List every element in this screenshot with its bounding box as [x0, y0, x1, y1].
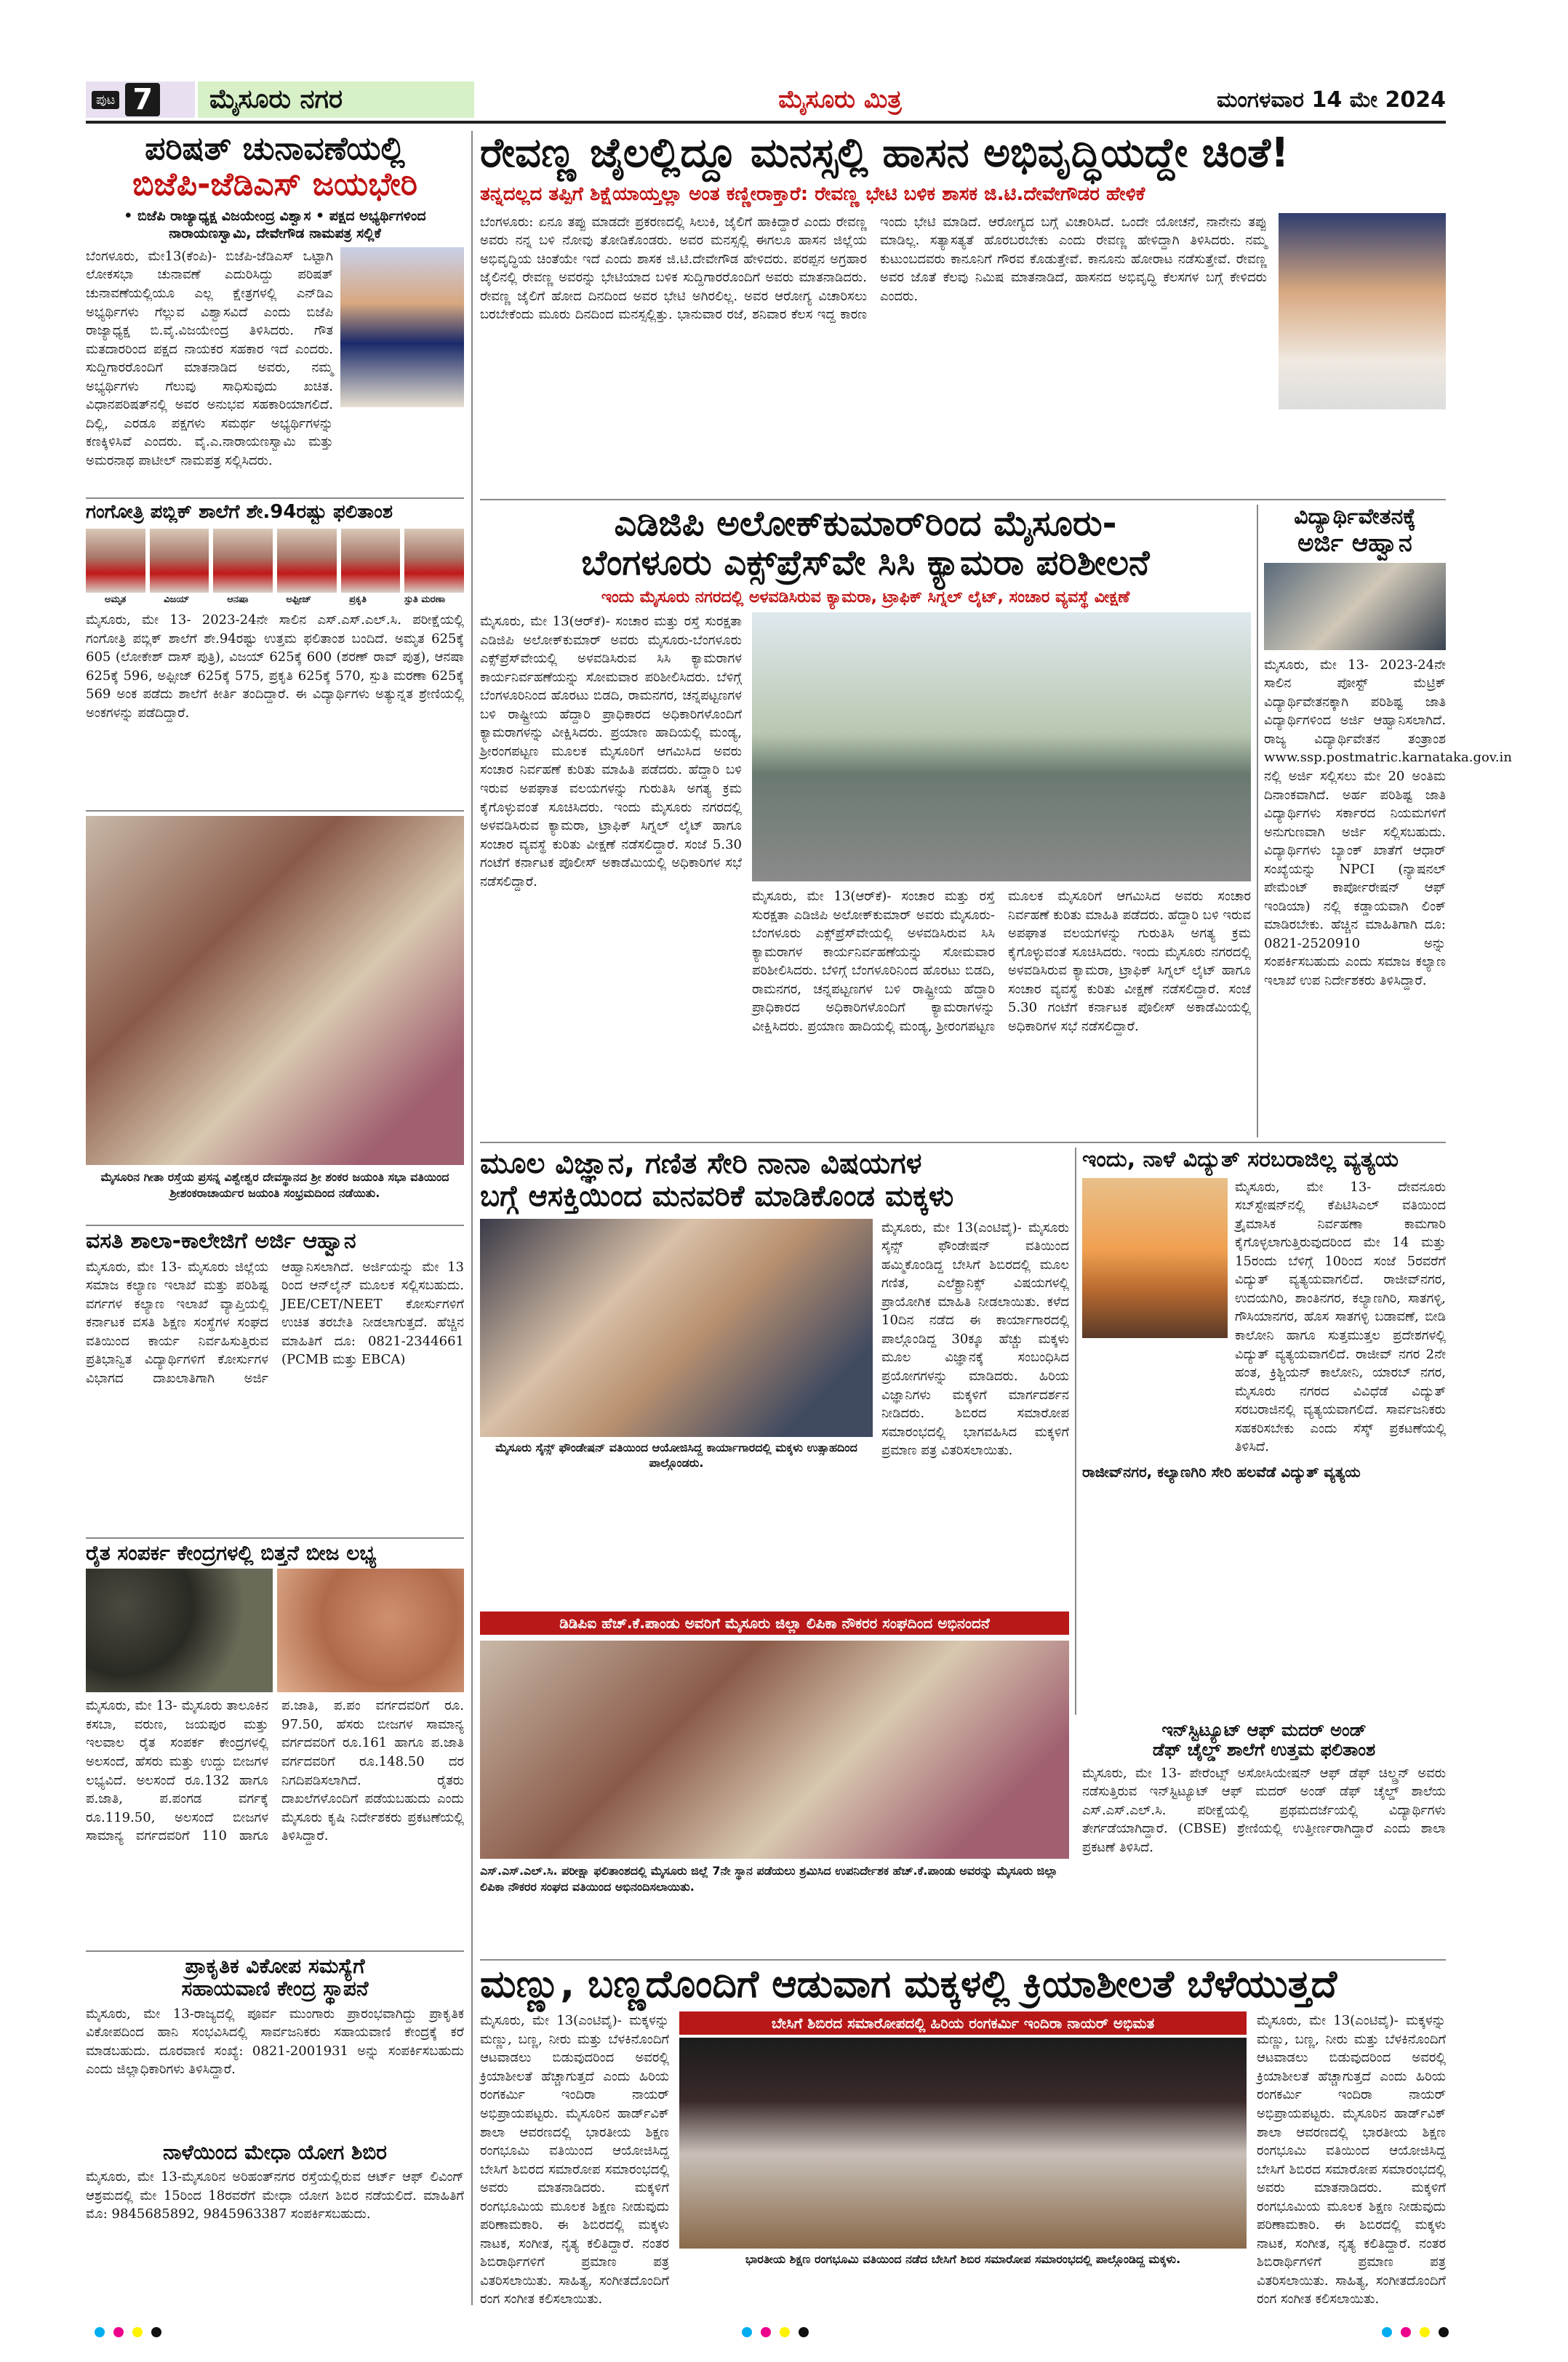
school-result-story [86, 502, 464, 807]
divider [86, 1950, 464, 1952]
science-workshop-photo [480, 1219, 873, 1437]
hostel-body: ಮೈಸೂರು, ಮೇ 13- ಮೈಸೂರು ಜಿಲ್ಲೆಯ ಸಮಾಜ ಕಲ್ಯಾಣ ಇಲಾಖೆ ಮತ್ತು ಪರಿಶಿಷ್ಟ ವರ್ಗಗಳ ಕಲ್ಯಾಣ ಇಲಾಖೆ ವ್ಯಾಪ್ತಿಯಲ್ಲಿ ಕರ್ನಾಟಕ ವಸತಿ ಶಿಕ್ಷಣ ಸಂಸ್ಥೆಗಳ ಸಂಘದ ವತಿಯಿಂದ ಕಾರ್ಯ ನಿರ್ವಹಿಸುತ್ತಿರುವ ಪ್ರತಿಭಾನ್ವಿತ ವಿದ್ಯಾರ್ಥಿಗಳಿಗೆ ಕೋರ್ಸುಗಳ ವಿಭಾಗದ ದಾಖಲಾತಿಗಾಗಿ ಅರ್ಜಿ ಆಹ್ವಾನಿಸಲಾಗಿದೆ. ಅರ್ಜಿಯನ್ನು ಮೇ 13 ರಿಂದ ಆನ್‌ಲೈನ್ ಮೂಲಕ ಸಲ್ಲಿಸಬಹುದು. JEE/CET/NEET ಕೋರ್ಸುಗಳಿಗೆ ಉಚಿತ ತರಬೇತಿ ನೀಡಲಾಗುತ್ತದೆ. ಹೆಚ್ಚಿನ ಮಾಹಿತಿಗೆ ದೂ: 0821-2344661 (PCMB ಮತ್ತು EBCA) [86, 1259, 464, 1386]
cctv-story [480, 505, 1251, 1137]
cctv-body: ಮೈಸೂರು, ಮೇ 13(ಆರ್‌ಕೆ)- ಸಂಚಾರ ಮತ್ತು ರಸ್ತೆ ಸುರಕ್ಷತಾ ಎಡಿಜಿಪಿ ಅಲೋಕ್‌ಕುಮಾರ್ ಅವರು ಮೈಸೂರು-ಬೆಂಗಳೂರು ಎಕ್ಸ್‌ಪ್ರೆಸ್‌ವೇಯಲ್ಲಿ ಅಳವಡಿಸಿರುವ ಸಿಸಿ ಕ್ಯಾಮರಾಗಳ ಕಾರ್ಯನಿರ್ವಹಣೆಯನ್ನು ಸೋಮವಾರ ಪರಿಶೀಲಿಸಿದರು. ಬೆಳಿಗ್ಗೆ ಬೆಂಗಳೂರಿನಿಂದ ಹೊರಟು ಬಿಡದಿ, ರಾಮನಗರ, ಚನ್ನಪಟ್ಟಣಗಳ ಬಳಿ ರಾಷ್ಟ್ರೀಯ ಹೆದ್ದಾರಿ ಪ್ರಾಧಿಕಾರದ ಅಧಿಕಾರಿಗಳೊಂದಿಗೆ ಕ್ಯಾಮರಾಗಳನ್ನು ವೀಕ್ಷಿಸಿದರು. ಪ್ರಯಾಣ ಹಾದಿಯಲ್ಲಿ ಮಂಡ್ಯ, ಶ್ರೀರಂಗಪಟ್ಟಣ ಮೂಲಕ ಮೈಸೂರಿಗೆ ಆಗಮಿಸಿದ ಅವರು ಸಂಚಾರ ನಿರ್ವಹಣೆ ಕುರಿತು ಮಾಹಿತಿ ಪಡೆದರು. ಹೆದ್ದಾರಿ ಬಳಿ ಇರುವ ಅಪಘಾತ ವಲಯಗಳನ್ನು ಗುರುತಿಸಿ ಅಗತ್ಯ ಕ್ರಮ ಕೈಗೊಳ್ಳುವಂತೆ ಸೂಚಿಸಿದರು. ಇಂದು ಮೈಸೂರು ನಗರದಲ್ಲಿ ಅಳವಡಿಸಿರುವ ಕ್ಯಾಮರಾ, ಟ್ರಾಫಿಕ್ ಸಿಗ್ನಲ್ ಲೈಟ್ ಹಾಗೂ ಸಂಚಾರ ವ್ಯವಸ್ಥೆ ಕುರಿತು ವೀಕ್ಷಣೆ ನಡೆಸಲಿದ್ದಾರೆ. ಸಂಜೆ 5.30 ಗಂಟೆಗೆ ಕರ್ನಾಟಕ ಪೊಲೀಸ್ ಅಕಾಡೆಮಿಯಲ್ಲಿ ಅಧಿಕಾರಿಗಳ ಸಭೆ ನಡೆಸಲಿದ್ದಾರೆ. [480, 614, 742, 889]
column-rule [471, 131, 473, 2305]
divider [480, 1959, 1446, 1961]
seed-photo [86, 1569, 273, 1692]
clay-tag: ಬೇಸಿಗೆ ಶಿಬಿರದ ಸಮಾರೋಪದಲ್ಲಿ ಹಿರಿಯ ರಂಗಕರ್ಮಿ ಇಂದಿರಾ ನಾಯರ್ ಅಭಿಮತ [679, 2011, 1247, 2035]
cyan-mark [95, 2327, 105, 2337]
black-mark [1439, 2327, 1449, 2337]
black-mark [151, 2327, 161, 2337]
power-subheading: ರಾಜೀವ್‌ನಗರ, ಕಲ್ಯಾಣಗಿರಿ ಸೇರಿ ಹಲವೆಡೆ ವಿದ್ಯುತ್ ವ್ಯತ್ಯಯ [1082, 1462, 1361, 1481]
politician-photo [340, 247, 464, 407]
yellow-mark [132, 2327, 143, 2337]
magenta-mark [761, 2327, 771, 2337]
student-photo [213, 529, 273, 593]
magenta-mark [113, 2327, 124, 2337]
laptop-photo [1264, 563, 1446, 650]
lead-body: ಬೆಂಗಳೂರು: ಏನೂ ತಪ್ಪು ಮಾಡದೇ ಪ್ರಕರಣದಲ್ಲಿ ಸಿಲುಕಿ, ಜೈಲಿಗೆ ಹಾಕಿದ್ದಾರೆ ಎಂದು ರೇವಣ್ಣ ಅವರು ನನ್ನ ಬಳಿ ನೋವು ತೋಡಿಕೊಂಡರು. ಅವರ ಮನಸ್ಸಲ್ಲಿ ಈಗಲೂ ಹಾಸನ ಜಿಲ್ಲೆಯ ಅಭಿವೃದ್ಧಿಯ ಚಿಂತೆಯೇ ಇದೆ ಎಂದು ಶಾಸಕ ಜಿ.ಟಿ.ದೇವೇಗೌಡ ಹೇಳಿದರು. ಪರಪ್ಪನ ಅಗ್ರಹಾರ ಜೈಲಿನಲ್ಲಿ ರೇವಣ್ಣ ಅವರನ್ನು ಭೇಟಿಯಾದ ಬಳಿಕ ಸುದ್ದಿಗಾರರೊಂದಿಗೆ ಅವರು ಮಾತನಾಡಿದರು. ರೇವಣ್ಣ ಜೈಲಿಗೆ ಹೋದ ದಿನದಿಂದ ಅವರ ಭೇಟಿ ಅಗಿರಲಿಲ್ಲ. ಅವರ ಆರೋಗ್ಯ ವಿಚಾರಿಸಲು ಬರಬೇಕೆಂದು ಮೂರು ದಿನದಿಂದ ಮನಸ್ಸಲ್ಲಿತ್ತು. ಭಾನುವಾರ ರಜೆ, ಶನಿವಾರ ಕೆಲಸ ಇದ್ದ ಕಾರಣ ಇಂದು ಭೇಟಿ ಮಾಡಿದೆ. ಆರೋಗ್ಯದ ಬಗ್ಗೆ ವಿಚಾರಿಸಿದೆ. ಒಂದೇ ಯೋಚನೆ, ನಾನೇನು ತಪ್ಪು ಮಾಡಿಲ್ಲ. ಸತ್ಯಾಸತ್ಯತೆ ಹೊರಬರಬೇಕು ಎಂದು ರೇವಣ್ಣ ಹೇಳಿದ್ದಾಗಿ ತಿಳಿಸಿದರು. ನಮ್ಮ ಕುಟುಂಬದವರು ಕಾನೂನಿಗೆ ಗೌರವ ಕೊಡುತ್ತೇವೆ. ಕಾನೂನು ಹೋರಾಟ ನಡೆಸುತ್ತೇವೆ. ರೇವಣ್ಣ ಅವರ ಜೊತೆ ಕೆಲವು ನಿಮಿಷ ಮಾತನಾಡಿದೆ, ಹಾಸನದ ಅಭಿವೃದ್ಧಿ ಕೆಲಸಗಳ ಬಗ್ಗೆ ಕೇಳಿದರು ಎಂದರು. [480, 214, 1267, 323]
temple-photo-block [86, 816, 464, 1223]
yellow-mark [780, 2327, 790, 2337]
power-tower-photo [1082, 1178, 1228, 1338]
student-name: ಅಫ್ಸೀಜ್ [286, 594, 312, 606]
parishat-body: ಬೆಂಗಳೂರು, ಮೇ13(ಕೆಂಪಿ)- ಬಿಜೆಪಿ-ಜೆಡಿಎಸ್ ಒಟ್ಟಾಗಿ ಲೋಕಸಭಾ ಚುನಾವಣೆ ಎದುರಿಸಿದ್ದು ಪರಿಷತ್ ಚುನಾವಣೆಯಲ್ಲಿಯೂ ಎಲ್ಲ ಕ್ಷೇತ್ರಗಳಲ್ಲಿ ಎನ್‌ಡಿಎ ಅಭ್ಯರ್ಥಿಗಳು ಗೆಲ್ಲುವ ವಿಶ್ವಾಸವಿದೆ ಎಂದು ಬಿಜೆಪಿ ರಾಜ್ಯಾಧ್ಯಕ್ಷ ಬಿ.ವೈ.ವಿಜಯೇಂದ್ರ ತಿಳಿಸಿದರು. ಗೌತ ಮತದಾರರಿಂದ ಪಕ್ಷದ ನಾಯಕರ ಸಹಕಾರ ಇದೆ ಎಂದರು. ಸುದ್ದಿಗಾರರೊಂದಿಗೆ ಮಾತನಾಡಿದ ಅವರು, ನಮ್ಮ ಅಭ್ಯರ್ಥಿಗಳು ಗೆಲುವು ಸಾಧಿಸುವುದು ಖಚಿತ. ವಿಧಾನಪರಿಷತ್‌ನಲ್ಲಿ ಅವರ ಅನುಭವ ಸಹಕಾರಿಯಾಗಲಿದೆ. ದಿಲ್ಲಿ, ಎರಡೂ ಪಕ್ಷಗಳು ಸಮರ್ಥ ಅಭ್ಯರ್ಥಿಗಳನ್ನು ಕಣಕ್ಕಿಳಿಸಿವೆ ಎಂದರು. ವೈ.ಎ.ನಾರಾಯಣಸ್ವಾಮಿ ಮತ್ತು ಅಮರನಾಥ ಪಾಟೀಲ್ ನಾಮಪತ್ರ ಸಲ್ಲಿಸಿದರು. [86, 248, 333, 468]
felicitation-story [480, 1612, 1069, 1953]
print-color-marks [742, 2327, 844, 2342]
school-headline: ಗಂಗೋತ್ರಿ ಪಬ್ಲಿಕ್ ಶಾಲೆಗೆ ಶೇ.94ರಷ್ಟು ಫಲಿತಾಂಶ [86, 501, 393, 523]
scholarship-story [1264, 504, 1512, 1137]
school-body: ಮೈಸೂರು, ಮೇ 13- 2023-24ನೇ ಸಾಲಿನ ಎಸ್.ಎಸ್.ಎಲ್.ಸಿ. ಪರೀಕ್ಷೆಯಲ್ಲಿ ಗಂಗೋತ್ರಿ ಪಬ್ಲಿಕ್ ಶಾಲೆಗೆ ಶೇ.94ರಷ್ಟು ಉತ್ತಮ ಫಲಿತಾಂಶ ಬಂದಿದೆ. ಅಮೃತ 625ಕ್ಕೆ 605 (ಲೋಕೇಶ್ ದಾಸ್ ಪುತ್ರಿ), ವಿಜಯ್ 625ಕ್ಕೆ 600 (ಶರಣ್ ರಾವ್ ಪುತ್ರ), ಆನಷಾ 625ಕ್ಕೆ 596, ಅಫ್ಸೀಜ್ 625ಕ್ಕೆ 575, ಪ್ರಕೃತಿ 625ಕ್ಕೆ 570, ಸ್ಪುತಿ ಮರಣಾ 625ಕ್ಕೆ 569 ಅಂಕ ಪಡೆದು ಶಾಲೆಗೆ ಕೀರ್ತಿ ತಂದಿದ್ದಾರೆ. ಈ ವಿದ್ಯಾರ್ಥಿಗಳು ಅತ್ಯುನ್ನತ ಶ್ರೇಣಿಯಲ್ಲಿ ಅಂಕಗಳನ್ನು ಪಡೆದಿದ್ದಾರೆ. [86, 612, 464, 721]
student-photo [341, 529, 401, 593]
temple-caption: ಮೈಸೂರಿನ ಗೀತಾ ರಸ್ತೆಯ ಪ್ರಸನ್ನ ವಿಶ್ವೇಶ್ವರ ದೇವಸ್ಥಾನದ ಶ್ರೀ ಶಂಕರ ಜಯಂತಿ ಸಭಾ ವತಿಯಿಂದ ಶ್ರೀಶಂಕರಾಚಾರ್ಯರ ಜಯಂತಿ ಸಂಭ್ರಮದಿಂದ ನಡೆಯಿತು. [100, 1170, 449, 1200]
seed-headline: ರೈತ ಸಂಪರ್ಕ ಕೇಂದ್ರಗಳಲ್ಲಿ ಬಿತ್ತನೆ ಬೀಜ ಲಭ್ಯ [86, 1541, 377, 1565]
student-names [86, 594, 464, 605]
revanna-photo [1279, 213, 1446, 409]
clay-body: ಮೈಸೂರು, ಮೇ 13(ಎಂಟಿವೈ)- ಮಕ್ಕಳನ್ನು ಮಣ್ಣು, ಬಣ್ಣ, ನೀರು ಮತ್ತು ಬೆಳಕಿನೊಂದಿಗೆ ಆಟವಾಡಲು ಬಿಡುವುದರಿಂದ ಅವರಲ್ಲಿ ಕ್ರಿಯಾಶೀಲತೆ ಹೆಚ್ಚಾಗುತ್ತದೆ ಎಂದು ಹಿರಿಯ ರಂಗಕರ್ಮಿ ಇಂದಿರಾ ನಾಯರ್ ಅಭಿಪ್ರಾಯಪಟ್ಟರು. ಮೈಸೂರಿನ ಹಾರ್ಡ್‌ವಿಕ್ ಶಾಲಾ ಆವರಣದಲ್ಲಿ ಭಾರತೀಯ ಶಿಕ್ಷಣ ರಂಗಭೂಮಿ ವತಿಯಿಂದ ಆಯೋಜಿಸಿದ್ದ ಬೇಸಿಗೆ ಶಿಬಿರದ ಸಮಾರೋಪ ಸಮಾರಂಭದಲ್ಲಿ ಅವರು ಮಾತನಾಡಿದರು. ಮಕ್ಕಳಿಗೆ ರಂಗಭೂಮಿಯ ಮೂಲಕ ಶಿಕ್ಷಣ ನೀಡುವುದು ಪರಿಣಾಮಕಾರಿ. ಈ ಶಿಬಿರದಲ್ಲಿ ಮಕ್ಕಳು ನಾಟಕ, ಸಂಗೀತ, ನೃತ್ಯ ಕಲಿತಿದ್ದಾರೆ. ನಂತರ ಶಿಬಿರಾರ್ಥಿಗಳಿಗೆ ಪ್ರಮಾಣ ಪತ್ರ ವಿತರಿಸಲಾಯಿತು. ಸಾಹಿತ್ಯ, ಸಂಗೀತದೊಂದಿಗೆ ರಂಗ ಸಂಗೀತ ಕಲಿಸಲಾಯಿತು. [480, 2013, 669, 2307]
power-headline: ಇಂದು, ನಾಳೆ ವಿದ್ಯುತ್ ಸರಬರಾಜಿಲ್ಲ ವ್ಯತ್ಯಯ [1082, 1147, 1399, 1172]
clay-body-continued: ಮೈಸೂರು, ಮೇ 13(ಎಂಟಿವೈ)- ಮಕ್ಕಳನ್ನು ಮಣ್ಣು, ಬಣ್ಣ, ನೀರು ಮತ್ತು ಬೆಳಕಿನೊಂದಿಗೆ ಆಟವಾಡಲು ಬಿಡುವುದರಿಂದ ಅವರಲ್ಲಿ ಕ್ರಿಯಾಶೀಲತೆ ಹೆಚ್ಚಾಗುತ್ತದೆ ಎಂದು ಹಿರಿಯ ರಂಗಕರ್ಮಿ ಇಂದಿರಾ ನಾಯರ್ ಅಭಿಪ್ರಾಯಪಟ್ಟರು. ಮೈಸೂರಿನ ಹಾರ್ಡ್‌ವಿಕ್ ಶಾಲಾ ಆವರಣದಲ್ಲಿ ಭಾರತೀಯ ಶಿಕ್ಷಣ ರಂಗಭೂಮಿ ವತಿಯಿಂದ ಆಯೋಜಿಸಿದ್ದ ಬೇಸಿಗೆ ಶಿಬಿರದ ಸಮಾರೋಪ ಸಮಾರಂಭದಲ್ಲಿ ಅವರು ಮಾತನಾಡಿದರು. ಮಕ್ಕಳಿಗೆ ರಂಗಭೂಮಿಯ ಮೂಲಕ ಶಿಕ್ಷಣ ನೀಡುವುದು ಪರಿಣಾಮಕಾರಿ. ಈ ಶಿಬಿರದಲ್ಲಿ ಮಕ್ಕಳು ನಾಟಕ, ಸಂಗೀತ, ನೃತ್ಯ ಕಲಿತಿದ್ದಾರೆ. ನಂತರ ಶಿಬಿರಾರ್ಥಿಗಳಿಗೆ ಪ್ರಮಾಣ ಪತ್ರ ವಿತರಿಸಲಾಯಿತು. ಸಾಹಿತ್ಯ, ಸಂಗೀತದೊಂದಿಗೆ ರಂಗ ಸಂಗೀತ ಕಲಿಸಲಾಯಿತು. [1257, 2013, 1446, 2307]
magenta-mark [1401, 2327, 1411, 2337]
page-label: ಪುಟ [92, 91, 119, 109]
column-rule [1257, 505, 1258, 1137]
hostel-story [86, 1229, 464, 1534]
student-photo [150, 529, 209, 593]
scholarship-headline-2: ಅರ್ಜಿ ಆಹ್ವಾನ [1297, 528, 1412, 558]
disaster-headline: ಪ್ರಾಕೃತಿಕ ವಿಕೋಪ ಸಮಸ್ಯೆಗೆ [185, 1954, 365, 1978]
scholarship-body: ಮೈಸೂರು, ಮೇ 13- 2023-24ನೇ ಸಾಲಿನ ಪೋಸ್ಟ್ ಮೆಟ್ರಿಕ್ ವಿದ್ಯಾರ್ಥಿವೇತನಕ್ಕಾಗಿ ಪರಿಶಿಷ್ಟ ಜಾತಿ ವಿದ್ಯಾರ್ಥಿಗಳಿಂದ ಅರ್ಜಿ ಆಹ್ವಾನಿಸಲಾಗಿದೆ. ರಾಜ್ಯ ವಿದ್ಯಾರ್ಥಿವೇತನ ತಂತ್ರಾಂಶ www.ssp.postmatric.karnataka.gov.in ನಲ್ಲಿ ಅರ್ಜಿ ಸಲ್ಲಿಸಲು ಮೇ 20 ಅಂತಿಮ ದಿನಾಂಕವಾಗಿದೆ. ಅರ್ಹ ಪರಿಶಿಷ್ಟ ಜಾತಿ ವಿದ್ಯಾರ್ಥಿಗಳು ಸರ್ಕಾರದ ನಿಯಮಗಳಿಗೆ ಅನುಗುಣವಾಗಿ ಅರ್ಜಿ ಸಲ್ಲಿಸಬಹುದು. ವಿದ್ಯಾರ್ಥಿಗಳು ಬ್ಯಾಂಕ್ ಖಾತೆಗೆ ಆಧಾರ್ ಸಂಖ್ಯೆಯನ್ನು NPCI (ನ್ಯಾಷನಲ್ ಪೇಮೆಂಟ್ ಕಾರ್ಪೋರೇಷನ್ ಆಫ್ ಇಂಡಿಯಾ) ನಲ್ಲಿ ಕಡ್ಡಾಯವಾಗಿ ಲಿಂಕ್ ಮಾಡಿರಬೇಕು. ಹೆಚ್ಚಿನ ಮಾಹಿತಿಗಾಗಿ ದೂ: 0821-2520910 ಅನ್ನು ಸಂಪರ್ಕಿಸಬಹುದು ಎಂದು ಸಮಾಜ ಕಲ್ಯಾಣ ಇಲಾಖೆ ಉಪ ನಿರ್ದೇಶಕರು ತಿಳಿಸಿದ್ದಾರೆ. [1264, 657, 1512, 988]
deaf-school-body: ಮೈಸೂರು, ಮೇ 13- ಪೇರೆಂಟ್ಸ್ ಅಸೋಸಿಯೇಷನ್ ಆಫ್ ಡೆಫ್ ಚಿಲ್ಡ್ರನ್ ಅವರು ನಡೆಸುತ್ತಿರುವ ಇನ್‌ಸ್ಟಿಟ್ಯೂಟ್ ಆಫ್ ಮದರ್ ಅಂಡ್ ಡೆಫ್ ಚೈಲ್ಡ್ ಶಾಲೆಯ ಎಸ್.ಎಸ್.ಎಲ್.ಸಿ. ಪರೀಕ್ಷೆಯಲ್ಲಿ ಪ್ರಥಮದರ್ಜೆಯಲ್ಲಿ ವಿದ್ಯಾರ್ಥಿಗಳು ತೇರ್ಗಡೆಯಾಗಿದ್ದಾರೆ. (CBSE) ಶ್ರೇಣಿಯಲ್ಲಿ ಉತ್ತೀರ್ಣರಾಗಿದ್ದಾರೆ ಎಂದು ಶಾಲಾ ಪ್ರಕಟಣೆ ತಿಳಿಸಿದೆ. [1082, 1765, 1446, 1855]
student-photo [404, 529, 464, 593]
page-number-block [86, 81, 195, 118]
parishat-subhead: • ಬಿಜೆಪಿ ರಾಜ್ಯಾಧ್ಯಕ್ಷ ವಿಜಯೇಂದ್ರ ವಿಶ್ವಾಸ • ಪಕ್ಷದ ಅಭ್ಯರ್ಥಿಗಳಿಂದ ನಾರಾಯಣಸ್ವಾಮಿ, ದೇವೇಗೌಡ ನಾಮಪತ್ರ ಸಲ್ಲಿಕೆ [124, 207, 426, 242]
yoga-body: ಮೈಸೂರು, ಮೇ 13-ಮೈಸೂರಿನ ಅರಿಹಂತ್‌ನಗರ ರಸ್ತೆಯಲ್ಲಿರುವ ಆರ್ಟ್ ಆಫ್ ಲಿವಿಂಗ್ ಆಶ್ರಮದಲ್ಲಿ ಮೇ 15ರಿಂದ 18ರವರೆಗೆ ಮೇಧಾ ಯೋಗ ಶಿಬಿರ ನಡೆಯಲಿದೆ. ಮಾಹಿತಿಗೆ ಮೊ: 9845685892, 9845963387 ಸಂಪರ್ಕಿಸಬಹುದು. [86, 2169, 464, 2222]
power-body: ಮೈಸೂರು, ಮೇ 13- ದೇವನೂರು ಸಬ್‌ಸ್ಟೇಷನ್‌ನಲ್ಲಿ ಕೆಪಿಟಿಸಿಎಲ್ ವತಿಯಿಂದ ತ್ರೈಮಾಸಿಕ ನಿರ್ವಹಣಾ ಕಾಮಗಾರಿ ಕೈಗೊಳ್ಳಲಾಗುತ್ತಿರುವುದರಿಂದ ಮೇ 14 ಮತ್ತು 15ರಂದು ಬೆಳಿಗ್ಗೆ 10ರಿಂದ ಸಂಜೆ 5ರವರೆಗೆ ವಿದ್ಯುತ್ ವ್ಯತ್ಯಯವಾಗಲಿದೆ. ರಾಜೀವ್‌ನಗರ, ಉದಯಗಿರಿ, ಶಾಂತಿನಗರ, ಕಲ್ಯಾಣಗಿರಿ, ಸಾತಗಳ್ಳಿ, ಗೌಸಿಯಾನಗರ, ಹೊಸ ಸಾತಗಳ್ಳಿ ಬಡಾವಣೆ, ಬೀಡಿ ಕಾಲೋನಿ ಹಾಗೂ ಸುತ್ತಮುತ್ತಲ ಪ್ರದೇಶಗಳಲ್ಲಿ ವಿದ್ಯುತ್ ವ್ಯತ್ಯಯವಾಗಲಿದೆ. ರಾಜೀವ್ ನಗರ 2ನೇ ಹಂತ, ಕ್ರಿಶ್ಚಿಯನ್ ಕಾಲೋನಿ, ಯಾರಬ್ ನಗರ, ಮೈಸೂರು ನಗರದ ವಿವಿಧೆಡೆ ವಿದ್ಯುತ್ ಸರಬರಾಜಿನಲ್ಲಿ ವ್ಯತ್ಯಯವಾಗಲಿದೆ. ಸಾರ್ವಜನಿಕರು ಸಹಕರಿಸಬೇಕು ಎಂದು ಸೆಸ್ಕ್ ಪ್ರಕಟಣೆಯಲ್ಲಿ ತಿಳಿಸಿದೆ. [1235, 1179, 1446, 1455]
disaster-story [86, 1955, 464, 2137]
deaf-school-story [1082, 1721, 1446, 1953]
student-photo [277, 529, 337, 593]
felicitation-tag: ಡಿಡಿಪಿಐ ಹೆಚ್.ಕೆ.ಪಾಂಡು ಅವರಿಗೆ ಮೈಸೂರು ಜಿಲ್ಲಾ ಲಿಪಿಕಾ ನೌಕರರ ಸಂಘದಿಂದ ಅಭಿನಂದನೆ [480, 1612, 1069, 1635]
black-mark [799, 2327, 809, 2337]
yoga-headline: ನಾಳೆಯಿಂದ ಮೇಧಾ ಯೋಗ ಶಿಬಿರ [163, 2140, 387, 2164]
cctv-headline: ಎಡಿಜಿಪಿ ಅಲೋಕ್‌ಕುಮಾರ್‌ರಿಂದ ಮೈಸೂರು- [614, 503, 1117, 544]
lead-story [480, 131, 1446, 495]
clay-caption: ಭಾರತೀಯ ಶಿಕ್ಷಣ ರಂಗಭೂಮಿ ವತಿಯಿಂದ ನಡೆದ ಬೇಸಿಗೆ ಶಿಬಿರ ಸಮಾರೋಪ ಸಮಾರಂಭದಲ್ಲಿ ಪಾಲ್ಗೊಂಡಿದ್ದ ಮಕ್ಕಳು. [745, 2252, 1181, 2267]
divider [480, 499, 1446, 500]
parishat-headline-2: ಬಿಜೆಪಿ-ಜೆಡಿಎಸ್ ಜಯಭೇರಿ [132, 166, 417, 204]
yellow-mark [1420, 2327, 1430, 2337]
student-name: ಅಮೃತ [104, 594, 127, 606]
disaster-body: ಮೈಸೂರು, ಮೇ 13-ರಾಜ್ಯದಲ್ಲಿ ಪೂರ್ವ ಮುಂಗಾರು ಪ್ರಾರಂಭವಾಗಿದ್ದು ಪ್ರಾಕೃತಿಕ ವಿಕೋಪದಿಂದ ಹಾನಿ ಸಂಭವಿಸಿದಲ್ಲಿ ಸಾರ್ವಜನಿಕರು ಸಹಾಯವಾಣಿ ಕೇಂದ್ರಕ್ಕೆ ಕರೆ ಮಾಡಬಹುದು. ದೂರವಾಣಿ ಸಂಖ್ಯೆ: 0821-2001931 ಅನ್ನು ಸಂಪರ್ಕಿಸಬಹುದು ಎಂದು ಜಿಲ್ಲಾಧಿಕಾರಿಗಳು ತಿಳಿಸಿದ್ದಾರೆ. [86, 2006, 464, 2078]
felicitation-photo [480, 1641, 1069, 1859]
clay-headline: ಮಣ್ಣು, ಬಣ್ಣದೊಂದಿಗೆ ಆಡುವಾಗ ಮಕ್ಕಳಲ್ಲಿ ಕ್ರಿಯಾಶೀಲತೆ ಬೆಳೆಯುತ್ತದೆ [480, 1963, 1337, 2006]
student-name: ಆನಷಾ [227, 594, 249, 606]
science-body: ಮೈಸೂರು, ಮೇ 13(ಎಂಟಿವೈ)- ಮೈಸೂರು ಸೈನ್ಸ್ ಫೌಂಡೇಷನ್ ವತಿಯಿಂದ ಹಮ್ಮಿಕೊಂಡಿದ್ದ ಬೇಸಿಗೆ ಶಿಬಿರದಲ್ಲಿ ಮೂಲ ಗಣಿತ, ಎಲೆಕ್ಟ್ರಾನಿಕ್ಸ್ ವಿಷಯಗಳಲ್ಲಿ ಪ್ರಾಯೋಗಿಕ ಮಾಹಿತಿ ನೀಡಲಾಯಿತು. ಕಳೆದ 10ದಿನ ನಡೆದ ಈ ಕಾರ್ಯಾಗಾರದಲ್ಲಿ ಪಾಲ್ಗೊಂಡಿದ್ದ 30ಕ್ಕೂ ಹೆಚ್ಚು ಮಕ್ಕಳು ಮೂಲ ವಿಜ್ಞಾನಕ್ಕೆ ಸಂಬಂಧಿಸಿದ ಪ್ರಯೋಗಗಳನ್ನು ಮಾಡಿದರು. ಹಿರಿಯ ವಿಜ್ಞಾನಿಗಳು ಮಕ್ಕಳಿಗೆ ಮಾರ್ಗದರ್ಶನ ನೀಡಿದರು. ಶಿಬಿರದ ಸಮಾರೋಪ ಸಮಾರಂಭದಲ್ಲಿ ಭಾಗವಹಿಸಿದ ಮಕ್ಕಳಿಗೆ ಪ್ರಮಾಣ ಪತ್ರ ವಿತರಿಸಲಾಯಿತು. [881, 1220, 1069, 1459]
divider [86, 1225, 464, 1226]
student-name: ಸ್ಪುತಿ ಮರಣಾ [404, 594, 446, 606]
cctv-tag: ಇಂದು ಮೈಸೂರು ನಗರದಲ್ಲಿ ಅಳವಡಿಸಿರುವ ಕ್ಯಾಮರಾ, ಟ್ರಾಫಿಕ್ ಸಿಗ್ನಲ್ ಲೈಟ್, ಸಂಚಾರ ವ್ಯವಸ್ಥೆ ವೀಕ್ಷಣೆ [601, 588, 1130, 606]
page-number: 7 [125, 83, 160, 116]
temple-event-photo [86, 816, 464, 1165]
masthead-rule [86, 121, 1446, 124]
issue-date: ಮಂಗಳವಾರ 14 ಮೇ 2024 [1216, 87, 1446, 113]
student-photos [86, 529, 464, 593]
student-name: ವಿಜಯ್ [164, 594, 190, 606]
seed-body: ಮೈಸೂರು, ಮೇ 13- ಮೈಸೂರು ತಾಲೂಕಿನ ಕಸಬಾ, ವರುಣ, ಜಯಪುರ ಮತ್ತು ಇಲವಾಲ ರೈತ ಸಂಪರ್ಕ ಕೇಂದ್ರಗಳಲ್ಲಿ ಅಲಸಂದೆ, ಹೆಸರು ಮತ್ತು ಉದ್ದು ಬೀಜಗಳ ಲಭ್ಯವಿದೆ. ಅಲಸಂದೆ ರೂ.132 ಹಾಗೂ ಪ.ಜಾತಿ, ಪ.ಪಂಗಡ ವರ್ಗಕ್ಕೆ ರೂ.119.50, ಅಲಸಂದೆ ಬೀಜಗಳ ಸಾಮಾನ್ಯ ವರ್ಗದವರಿಗೆ 110 ಹಾಗೂ ಪ.ಜಾತಿ, ಪ.ಪಂ ವರ್ಗದವರಿಗೆ ರೂ. 97.50, ಹೆಸರು ಬೀಜಗಳ ಸಾಮಾನ್ಯ ವರ್ಗದವರಿಗೆ ರೂ.161 ಹಾಗೂ ಪ.ಜಾತಿ ವರ್ಗದವರಿಗೆ ರೂ.148.50 ದರ ನಿಗದಿಪಡಿಸಲಾಗಿದೆ. ರೈತರು ದಾಖಲೆಗಳೊಂದಿಗೆ ಪಡೆಯಬಹುದು ಎಂದು ಮೈಸೂರು ಕೃಷಿ ನಿರ್ದೇಶಕರು ಪ್ರಕಟಣೆಯಲ್ಲಿ ತಿಳಿಸಿದ್ದಾರೆ. [86, 1698, 464, 1844]
print-color-marks [95, 2327, 196, 2342]
print-color-marks [1382, 2327, 1484, 2342]
divider [86, 497, 464, 499]
cyan-mark [1382, 2327, 1392, 2337]
science-story [480, 1148, 1069, 1606]
parishat-headline: ಪರಿಷತ್ ಚುನಾವಣೆಯಲ್ಲಿ [145, 130, 405, 167]
cctv-body-continued: ಮೈಸೂರು, ಮೇ 13(ಆರ್‌ಕೆ)- ಸಂಚಾರ ಮತ್ತು ರಸ್ತೆ ಸುರಕ್ಷತಾ ಎಡಿಜಿಪಿ ಅಲೋಕ್‌ಕುಮಾರ್ ಅವರು ಮೈಸೂರು-ಬೆಂಗಳೂರು ಎಕ್ಸ್‌ಪ್ರೆಸ್‌ವೇಯಲ್ಲಿ ಅಳವಡಿಸಿರುವ ಸಿಸಿ ಕ್ಯಾಮರಾಗಳ ಕಾರ್ಯನಿರ್ವಹಣೆಯನ್ನು ಸೋಮವಾರ ಪರಿಶೀಲಿಸಿದರು. ಬೆಳಿಗ್ಗೆ ಬೆಂಗಳೂರಿನಿಂದ ಹೊರಟು ಬಿಡದಿ, ರಾಮನಗರ, ಚನ್ನಪಟ್ಟಣಗಳ ಬಳಿ ರಾಷ್ಟ್ರೀಯ ಹೆದ್ದಾರಿ ಪ್ರಾಧಿಕಾರದ ಅಧಿಕಾರಿಗಳೊಂದಿಗೆ ಕ್ಯಾಮರಾಗಳನ್ನು ವೀಕ್ಷಿಸಿದರು. ಪ್ರಯಾಣ ಹಾದಿಯಲ್ಲಿ ಮಂಡ್ಯ, ಶ್ರೀರಂಗಪಟ್ಟಣ ಮೂಲಕ ಮೈಸೂರಿಗೆ ಆಗಮಿಸಿದ ಅವರು ಸಂಚಾರ ನಿರ್ವಹಣೆ ಕುರಿತು ಮಾಹಿತಿ ಪಡೆದರು. ಹೆದ್ದಾರಿ ಬಳಿ ಇರುವ ಅಪಘಾತ ವಲಯಗಳನ್ನು ಗುರುತಿಸಿ ಅಗತ್ಯ ಕ್ರಮ ಕೈಗೊಳ್ಳುವಂತೆ ಸೂಚಿಸಿದರು. ಇಂದು ಮೈಸೂರು ನಗರದಲ್ಲಿ ಅಳವಡಿಸಿರುವ ಕ್ಯಾಮರಾ, ಟ್ರಾಫಿಕ್ ಸಿಗ್ನಲ್ ಲೈಟ್ ಹಾಗೂ ಸಂಚಾರ ವ್ಯವಸ್ಥೆ ಕುರಿತು ವೀಕ್ಷಣೆ ನಡೆಸಲಿದ್ದಾರೆ. ಸಂಜೆ 5.30 ಗಂಟೆಗೆ ಕರ್ನಾಟಕ ಪೊಲೀಸ್ ಅಕಾಡೆಮಿಯಲ್ಲಿ ಅಧಿಕಾರಿಗಳ ಸಭೆ ನಡೆಸಲಿದ್ದಾರೆ. [752, 889, 1251, 1034]
cyan-mark [742, 2327, 752, 2337]
divider [480, 1142, 1446, 1143]
seed-story [86, 1542, 464, 1949]
felicitation-caption: ಎಸ್.ಎಸ್.ಎಲ್.ಸಿ. ಪರೀಕ್ಷಾ ಫಲಿತಾಂಶದಲ್ಲಿ ಮೈಸೂರು ಜಿಲ್ಲೆ 7ನೇ ಸ್ಥಾನ ಪಡೆಯಲು ಶ್ರಮಿಸಿದ ಉಪನಿರ್ದೇಶಕ ಹೆಚ್.ಕೆ.ಪಾಂಡು ಅವರನ್ನು ಮೈಸೂರು ಜಿಲ್ಲಾ ಲಿಪಿಕಾ ನೌಕರರ ಸಂಘದ ವತಿಯಿಂದ ಅಭಿನಂದಿಸಲಾಯಿತು. [480, 1864, 1058, 1894]
parishat-story [86, 131, 464, 495]
student-name: ಪ್ರಕೃತಿ [349, 594, 367, 606]
science-headline-2: ಬಗ್ಗೆ ಆಸಕ್ತಿಯಿಂದ ಮನವರಿಕೆ ಮಾಡಿಕೊಂಡ ಮಕ್ಕಳು [480, 1179, 954, 1213]
lead-subhead: ತನ್ನದಲ್ಲದ ತಪ್ಪಿಗೆ ಶಿಕ್ಷೆಯಾಯ್ತಲ್ಲಾ ಅಂತ ಕಣ್ಣೀರಾಕ್ತಾರೆ: ರೇವಣ್ಣ ಭೇಟಿ ಬಳಿಕ ಶಾಸಕ ಜಿ.ಟಿ.ದೇವೇಗೌಡರ ಹೇಳಿಕೆ [480, 183, 1145, 205]
column-rule [1075, 1148, 1076, 1715]
newspaper-brand: ಮೈಸೂರು ಮಿತ್ರ [778, 85, 902, 114]
divider [86, 1537, 464, 1539]
cctv-inspection-photo [752, 612, 1251, 881]
power-story [1082, 1148, 1446, 1715]
yoga-story [86, 2141, 464, 2301]
cctv-headline-2: ಬೆಂಗಳೂರು ಎಕ್ಸ್‌ಪ್ರೆಸ್‌ವೇ ಸಿಸಿ ಕ್ಯಾಮರಾ ಪರಿಶೀಲನೆ [581, 542, 1150, 583]
divider [86, 810, 464, 812]
lead-headline: ರೇವಣ್ಣ ಜೈಲಲ್ಲಿದ್ದೂ ಮನಸ್ಸಲ್ಲಿ ಹಾಸನ ಅಭಿವೃದ್ಧಿಯದ್ದೇ ಚಿಂತೆ! [480, 129, 1289, 177]
hostel-headline: ವಸತಿ ಶಾಲಾ-ಕಾಲೇಜಿಗೆ ಅರ್ಜಿ ಆಹ್ವಾನ [86, 1228, 356, 1254]
deaf-school-headline: ಇನ್‌ಸ್ಟಿಟ್ಯೂಟ್ ಆಫ್ ಮದರ್ ಅಂಡ್ [1161, 1720, 1367, 1740]
student-photo [86, 529, 145, 593]
science-caption: ಮೈಸೂರು ಸೈನ್ಸ್ ಫೌಂಡೇಷನ್ ವತಿಯಿಂದ ಆಯೋಜಿಸಿದ್ದ ಕಾರ್ಯಾಗಾರದಲ್ಲಿ ಮಕ್ಕಳು ಉತ್ಸಾಹದಿಂದ ಪಾಲ್ಗೊಂಡರು. [495, 1440, 857, 1470]
section-title: ಮೈಸೂರು ನಗರ [198, 81, 474, 118]
deaf-school-headline-2: ಡೆಫ್ ಚೈಲ್ಡ್ ಶಾಲೆಗೆ ಉತ್ತಮ ಫಲಿತಾಂಶ [1152, 1739, 1376, 1760]
dance-performance-photo [679, 2038, 1247, 2249]
bean-photo [277, 1569, 464, 1692]
scholarship-headline: ವಿದ್ಯಾರ್ಥಿವೇತನಕ್ಕೆ [1294, 504, 1416, 529]
science-headline: ಮೂಲ ವಿಜ್ಞಾನ, ಗಣಿತ ಸೇರಿ ನಾನಾ ವಿಷಯಗಳ [480, 1147, 922, 1180]
clay-story [480, 1963, 1446, 2305]
disaster-headline-2: ಸಹಾಯವಾಣಿ ಕೇಂದ್ರ ಸ್ಥಾಪನೆ [181, 1977, 369, 2001]
